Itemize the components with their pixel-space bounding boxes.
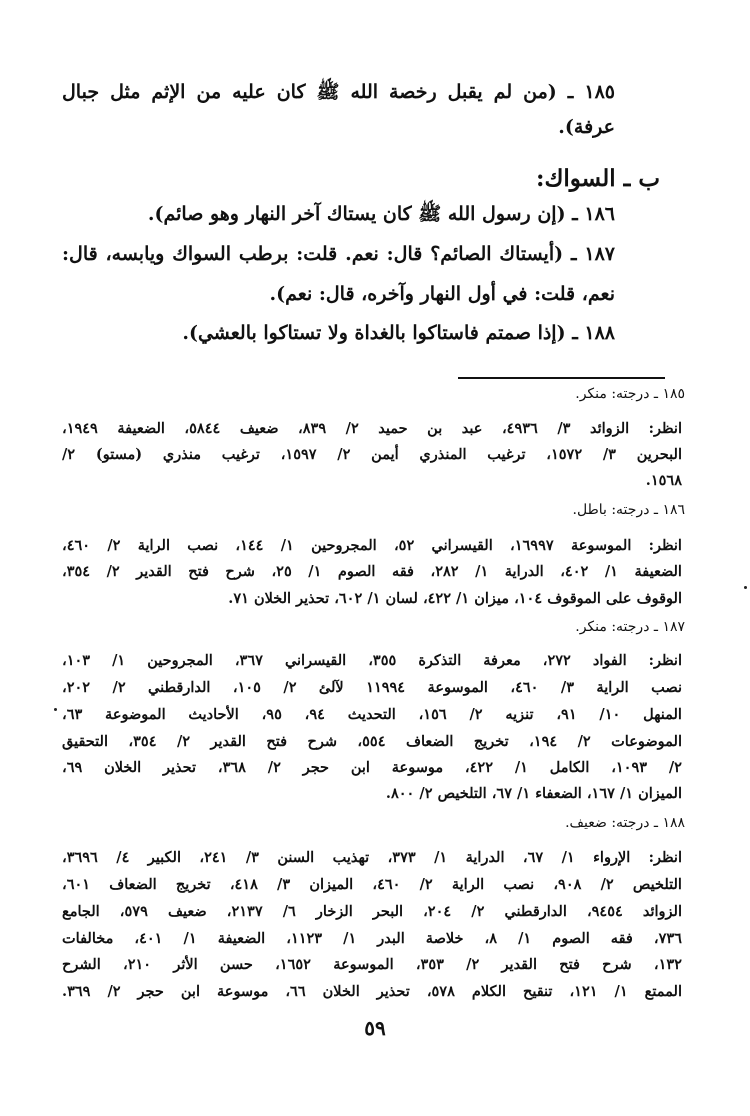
- footnote-185-line-3: ١٥٦٨.: [645, 472, 682, 489]
- footnote-186-line-3: الوقوف على الموقوف ١٠٤، ميزان ١/ ٤٢٢، لسان ١/ ٦٠٢، تحذير الخلان ٧١.: [228, 590, 682, 607]
- scan-speck: [744, 586, 747, 589]
- section-heading: ب ـ السواك:: [535, 165, 660, 192]
- scan-speck: [54, 708, 57, 711]
- hadith-185-line-2: عرفة).: [558, 116, 615, 138]
- footnote-separator: [458, 377, 665, 379]
- footnote-187-line-1: انظر: الفواد ٢٧٢، معرفة التذكرة ٣٥٥، القيسراني ٣٦٧، المجروحين ١/ ١٠٣،: [62, 652, 682, 669]
- footnote-188-line-2: التلخيص ٢/ ٩٠٨، نصب الراية ٢/ ٤٦٠، الميزان ٣/ ٤١٨، تخريج الضعاف ٦٠١،: [62, 876, 682, 893]
- footnote-188-line-6: الممتع ١/ ١٢١، تنقيح الكلام ٥٧٨، تحذير الخلان ٦٦، موسوعة ابن حجر ٢/ ٣٦٩.: [62, 983, 682, 1000]
- footnote-187-head: ١٨٧ ـ درجته: منكر.: [575, 619, 685, 635]
- hadith-188: ١٨٨ ـ (إذا صمتم فاستاكوا بالغداة ولا تستاكوا بالعشي).: [182, 322, 615, 344]
- footnote-186-line-1: انظر: الموسوعة ١٦٩٩٧، القيسراني ٥٢، المجروحين ١/ ١٤٤، نصب الراية ٢/ ٤٦٠،: [62, 537, 682, 554]
- footnote-187-line-6: الميزان ١/ ١٦٧، الضعفاء ١/ ٦٧، التلخيص ٢/ ٨٠٠.: [385, 785, 682, 802]
- footnote-185-line-1: انظر: الزوائد ٣/ ٤٩٣٦، عبد بن حميد ٢/ ٨٣٩، ضعيف ٥٨٤٤، الضعيفة ١٩٤٩،: [62, 420, 682, 437]
- footnote-187-line-2: نصب الراية ٣/ ٤٦٠، الموسوعة ١١٩٩٤ لآلئ ٢/ ١٠٥، الدارقطني ٢/ ٢٠٢،: [62, 679, 683, 696]
- footnote-188-line-4: ٧٣٦، فقه الصوم ١/ ٨، خلاصة البدر ١/ ١١٢٣، الضعيفة ١/ ٤٠١، مخالفات: [62, 930, 682, 947]
- hadith-186: ١٨٦ ـ (إن رسول الله ﷺ كان يستاك آخر النهار وهو صائم).: [147, 203, 615, 225]
- hadith-187-line-2: نعم، قلت: في أول النهار وآخره، قال: نعم).: [269, 283, 615, 305]
- footnote-188-line-3: الزوائد ٩٤٥٤، الدارقطني ٢/ ٢٠٤، البحر الزخار ٦/ ٢١٣٧، ضعيف ٥٧٩، الجامع: [62, 903, 683, 920]
- footnote-188-head: ١٨٨ ـ درجته: ضعيف.: [565, 815, 685, 831]
- page-number: ٥٩: [364, 1016, 386, 1040]
- hadith-185-line-1: ١٨٥ ـ (من لم يقبل رخصة الله ﷺ كان عليه من الإثم مثل جبال: [62, 81, 615, 103]
- footnote-186-head: ١٨٦ ـ درجته: باطل.: [572, 502, 685, 518]
- footnote-187-line-3: المنهل ١٠/ ٩١، تنزيه ٢/ ١٥٦، التحديث ٩٤، ٩٥، الأحاديث الموضوعة ٦٣،: [62, 706, 682, 723]
- footnote-186-line-2: الضعيفة ١/ ٤٠٢، الدراية ١/ ٢٨٢، فقه الصوم ١/ ٢٥، شرح فتح القدير ٢/ ٣٥٤،: [62, 563, 682, 580]
- footnote-187-line-4: الموضوعات ٢/ ١٩٤، تخريج الضعاف ٥٥٤، شرح فتح القدير ٢/ ٣٥٤، التحقيق: [62, 733, 682, 750]
- footnote-187-line-5: ٢/ ١٠٩٣، الكامل ١/ ٤٢٢، موسوعة ابن حجر ٢/ ٣٦٨، تحذير الخلان ٦٩،: [62, 759, 682, 776]
- footnote-185-head: ١٨٥ ـ درجته: منكر.: [575, 386, 685, 402]
- hadith-187-line-1: ١٨٧ ـ (أيستاك الصائم؟ قال: نعم. قلت: برطب السواك ويابسه، قال:: [62, 243, 615, 265]
- footnote-188-line-1: انظر: الإرواء ١/ ٦٧، الدراية ١/ ٣٧٣، تهذيب السنن ٣/ ٢٤١، الكبير ٤/ ٣٦٩٦،: [62, 849, 682, 866]
- footnote-188-line-5: ١٣٢، شرح فتح القدير ٢/ ٣٥٣، الموسوعة ١٦٥٢، حسن الأثر ٢١٠، الشرح: [62, 956, 682, 973]
- footnote-185-line-2: البحرين ٣/ ١٥٧٢، ترغيب المنذري أيمن ٢/ ١٥٩٧، ترغيب منذري (مستو) ٢/: [62, 446, 682, 463]
